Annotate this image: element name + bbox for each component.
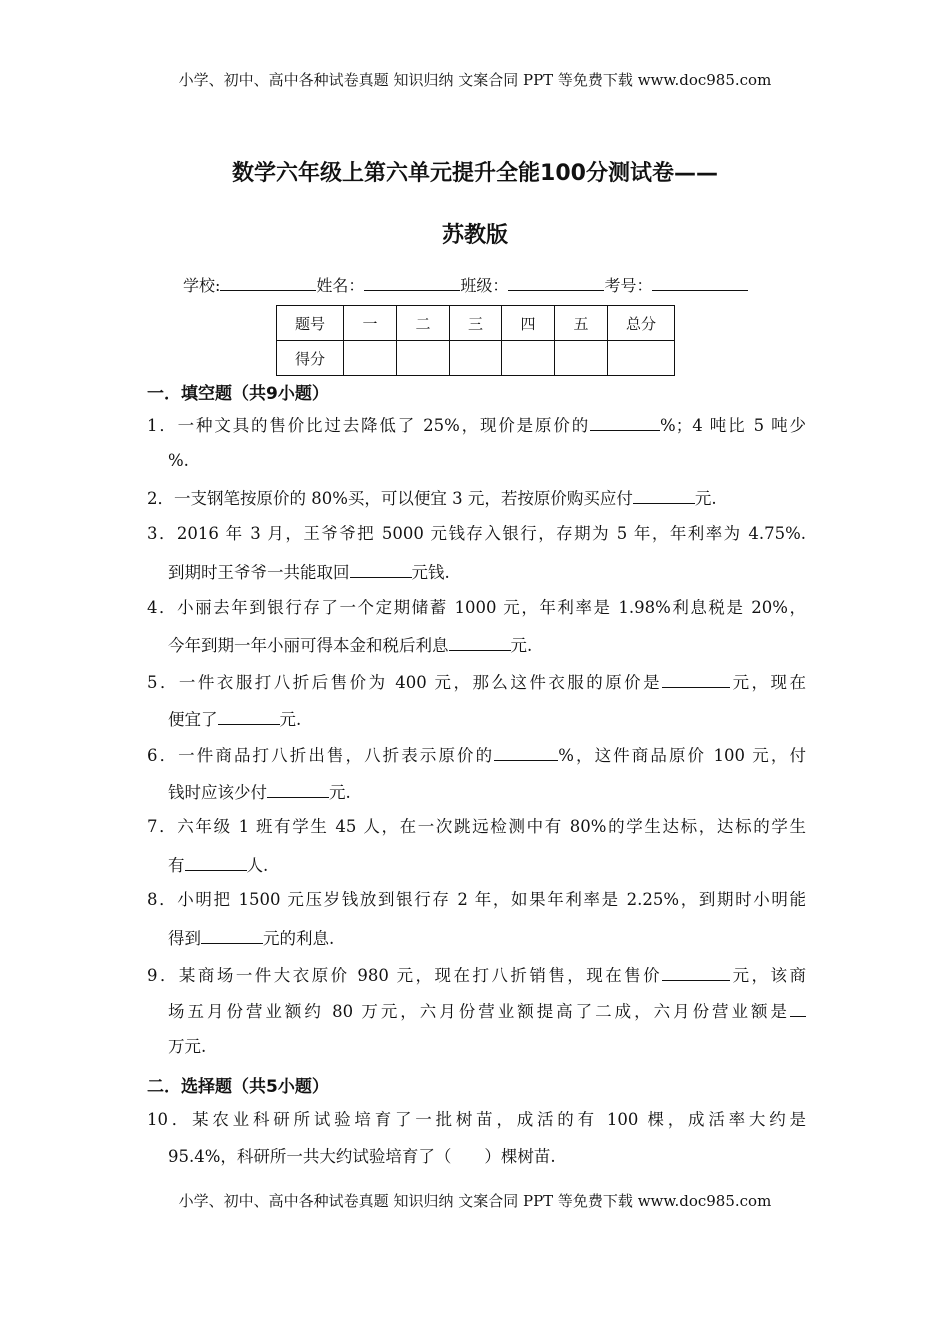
name-label: 姓名：: [316, 276, 365, 295]
score-cell[interactable]: [344, 341, 397, 376]
question-text: 有: [168, 856, 185, 875]
school-field[interactable]: [220, 274, 316, 291]
question-line: [147, 485, 717, 509]
question-line: [147, 522, 806, 546]
question-text: 场五月份营业额约 80 万元，六月份营业额提高了二成，六月份营业额是: [168, 1002, 790, 1021]
header-cell: 一: [344, 306, 397, 341]
answer-blank[interactable]: [494, 742, 558, 761]
score-cell[interactable]: [450, 341, 502, 376]
question-line: [147, 815, 806, 839]
question-text: 95.4%，科研所一共大约试验培育了（ ）棵树苗.: [168, 1147, 556, 1166]
question-text: 4．小丽去年到银行存了一个定期储蓄 1000 元，年利率是 1.98%利息税是 20%，: [147, 598, 806, 617]
question-line: [168, 852, 268, 876]
question-text: 3．2016 年 3 月，王爷爷把 5000 元钱存入银行，存期为 5 年，年利率为 4.75%.: [147, 524, 806, 543]
question-line: [168, 632, 532, 656]
question-text: 6．一件商品打八折出售，八折表示原价的: [147, 746, 495, 765]
question-text: %，这件商品原价 100 元，付: [558, 746, 806, 765]
score-cell[interactable]: [502, 341, 555, 376]
answer-blank[interactable]: [201, 925, 263, 944]
score-table: [276, 305, 675, 376]
question-text: 8．小明把 1500 元压岁钱放到银行存 2 年，如果年利率是 2.25%，到期时小明能: [147, 890, 806, 909]
question-line: [168, 998, 806, 1022]
question-line: [168, 706, 301, 730]
question-text: 元.: [694, 489, 717, 508]
question-line: [147, 888, 806, 912]
question-line: [168, 1145, 556, 1169]
question-text: 7．六年级 1 班有学生 45 人，在一次跳远检测中有 80%的学生达标，达标的学生: [147, 817, 806, 836]
question-line: [147, 412, 806, 436]
page-header: 小学、初中、高中各种试卷真题 知识归纳 文案合同 PPT 等免费下载 www.doc985.com: [178, 71, 772, 89]
question-line: [168, 559, 450, 583]
header-cell: 三: [450, 306, 502, 341]
question-text: %；4 吨比 5 吨少: [660, 416, 806, 435]
question-text: %.: [168, 451, 189, 470]
exam-no-label: 考号：: [604, 276, 653, 295]
title-line-2: 苏教版: [441, 223, 508, 248]
question-text: 5．一件衣服打八折后售价为 400 元，那么这件衣服的原价是: [147, 673, 663, 692]
question-line: [147, 669, 806, 693]
question-text: 元，该商: [730, 966, 806, 985]
question-text: 1．一种文具的售价比过去降低了 25%，现价是原价的: [147, 416, 591, 435]
question-text: 2．一支钢笔按原价的 80%买，可以便宜 3 元，若按原价购买应付: [147, 489, 633, 508]
question-line: [147, 742, 806, 766]
answer-blank[interactable]: [662, 669, 730, 688]
question-line: [147, 962, 806, 986]
header-cell: 题号: [277, 306, 344, 341]
class-label: 班级：: [460, 276, 509, 295]
question-text: 钱时应该少付: [168, 783, 267, 802]
student-info-line: [183, 273, 748, 296]
answer-blank[interactable]: [350, 559, 412, 578]
question-text: 今年到期一年小丽可得本金和税后利息: [168, 636, 449, 655]
name-field[interactable]: [364, 274, 460, 291]
question-text: 人.: [246, 856, 269, 875]
question-text: 得到: [168, 929, 201, 948]
school-label: 学校:: [183, 276, 221, 295]
answer-blank[interactable]: [790, 998, 806, 1017]
answer-blank[interactable]: [662, 962, 730, 981]
question-text: 便宜了: [168, 710, 218, 729]
score-cell[interactable]: [608, 341, 675, 376]
answer-blank[interactable]: [218, 706, 280, 725]
score-row-label: 得分: [277, 341, 344, 376]
answer-blank[interactable]: [590, 412, 660, 431]
question-text: 元.: [510, 636, 533, 655]
header-cell: 四: [502, 306, 555, 341]
question-text: 10．某农业科研所试验培育了一批树苗，成活的有 100 棵，成活率大约是: [147, 1110, 806, 1129]
page-footer: 小学、初中、高中各种试卷真题 知识归纳 文案合同 PPT 等免费下载 www.doc985.com: [178, 1192, 772, 1210]
question-text: 万元.: [168, 1037, 207, 1056]
score-cell[interactable]: [555, 341, 608, 376]
question-line: [168, 779, 351, 803]
question-line: [168, 925, 334, 949]
question-text: 元钱.: [411, 563, 450, 582]
question-line: [147, 1108, 806, 1132]
question-text: 到期时王爷爷一共能取回: [168, 563, 350, 582]
exam-no-field[interactable]: [652, 274, 748, 291]
header-cell: 总分: [608, 306, 675, 341]
score-table-header-row: [277, 306, 675, 341]
score-table-score-row: [277, 341, 675, 376]
question-text: 元.: [279, 710, 302, 729]
question-text: 元的利息.: [263, 929, 335, 948]
question-text: 9．某商场一件大衣原价 980 元，现在打八折销售，现在售价: [147, 966, 663, 985]
answer-blank[interactable]: [185, 852, 247, 871]
answer-blank[interactable]: [633, 485, 695, 504]
answer-blank[interactable]: [267, 779, 329, 798]
class-field[interactable]: [508, 274, 604, 291]
question-line: [147, 596, 806, 620]
section-1-heading: 一．填空题（共9小题）: [147, 384, 329, 404]
header-cell: 二: [397, 306, 450, 341]
score-cell[interactable]: [397, 341, 450, 376]
question-text: 元.: [329, 783, 351, 802]
header-cell: 五: [555, 306, 608, 341]
question-line: [168, 1035, 206, 1059]
question-text: 元，现在: [730, 673, 806, 692]
answer-blank[interactable]: [449, 632, 511, 651]
section-2-heading: 二．选择题（共5小题）: [147, 1077, 329, 1097]
title-line-1: 数学六年级上第六单元提升全能100分测试卷——: [232, 161, 718, 186]
question-line: [168, 449, 189, 473]
